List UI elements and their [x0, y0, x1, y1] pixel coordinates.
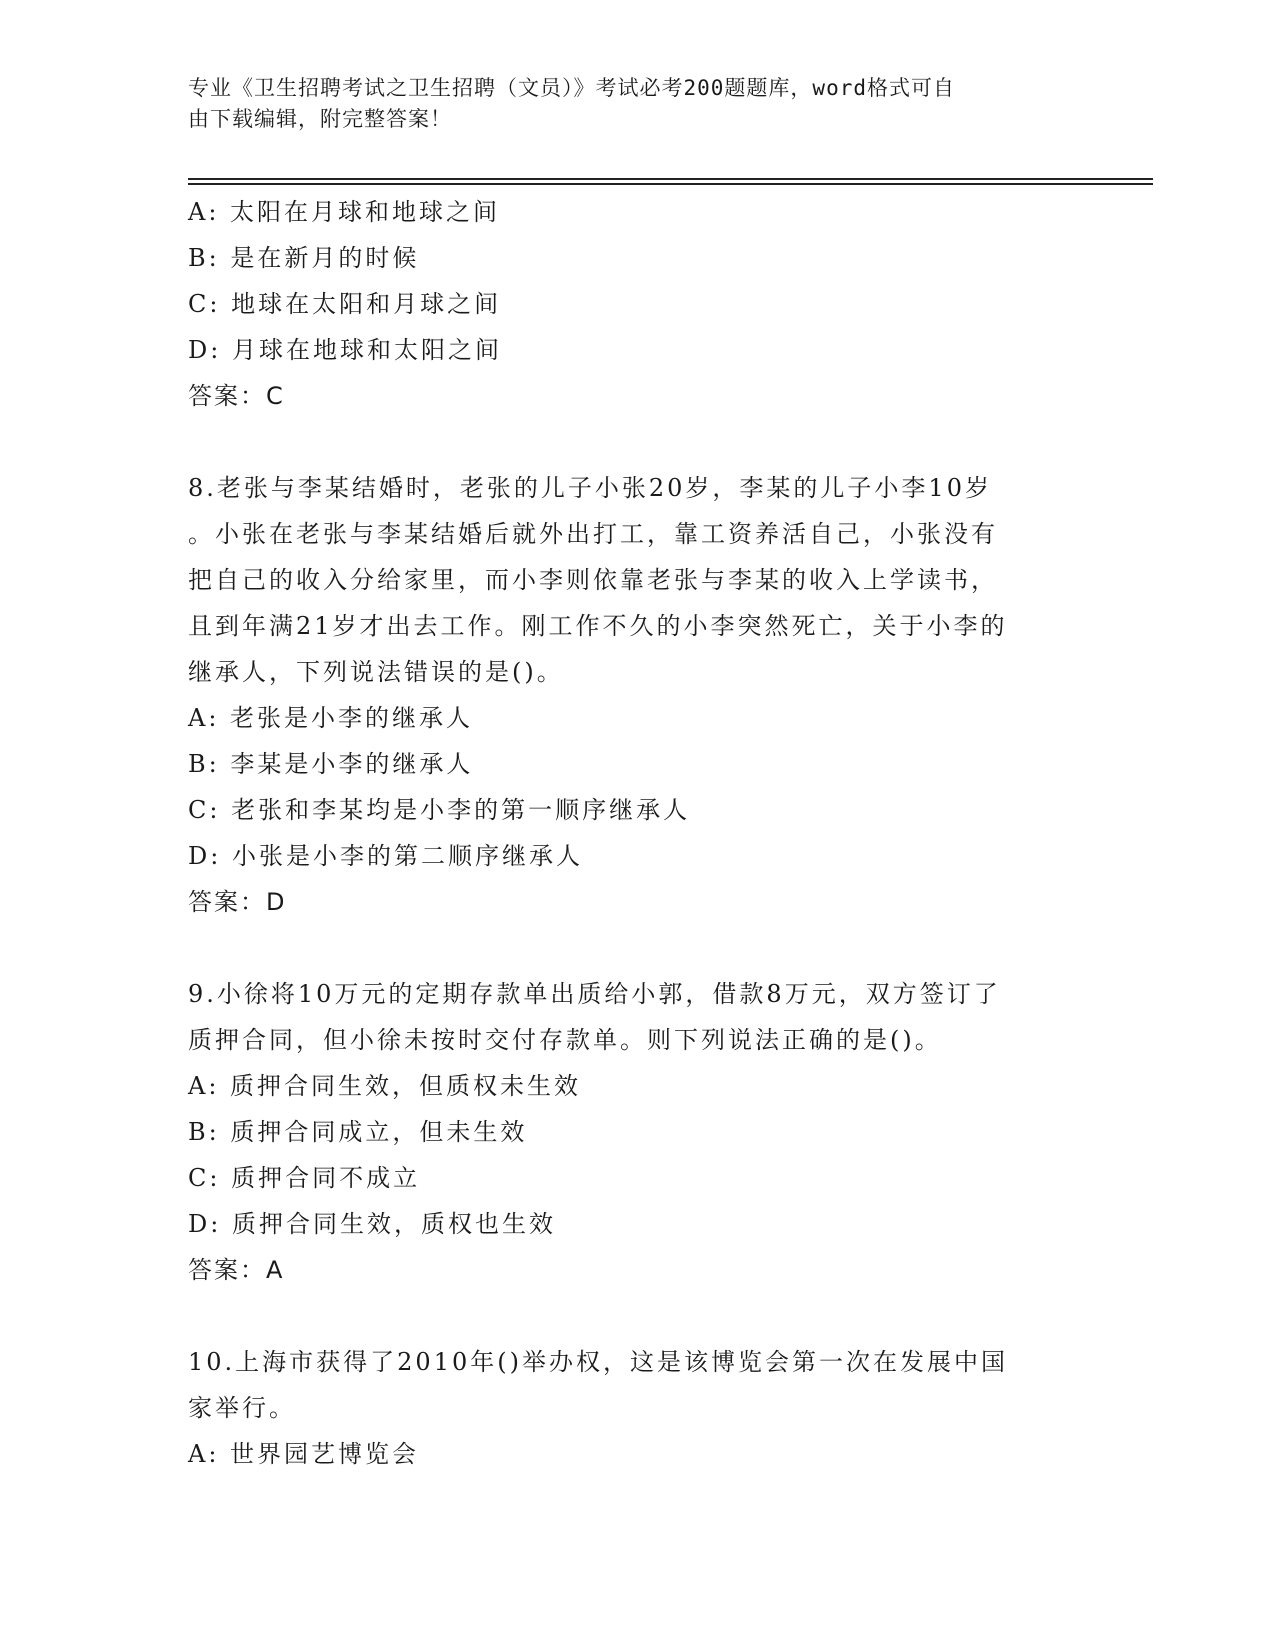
question-stem-line: 把自己的收入分给家里，而小李则依靠老张与李某的收入上学读书， — [188, 566, 998, 594]
question-7 — [188, 189, 1088, 419]
question-stem-line: 8.老张与李某结婚时，老张的儿子小张20岁，李某的儿子小李10岁 — [188, 474, 992, 502]
option-a: A: 世界园艺博览会 — [188, 1440, 420, 1468]
option-d: D: 小张是小李的第二顺序继承人 — [188, 842, 583, 870]
question-9 — [188, 971, 1088, 1293]
option-c: C: 质押合同不成立 — [188, 1164, 421, 1192]
answer-label: 答案：C — [188, 382, 285, 410]
option-b: B: 质押合同成立，但未生效 — [188, 1118, 528, 1146]
header-divider-top — [188, 178, 1153, 180]
header-line-1: 专业《卫生招聘考试之卫生招聘（文员）》考试必考200题题库，word格式可自 — [188, 76, 955, 100]
document-header — [188, 73, 1088, 135]
question-stem-line: 且到年满21岁才出去工作。刚工作不久的小李突然死亡，关于小李的 — [188, 612, 1008, 640]
option-b: B: 李某是小李的继承人 — [188, 750, 474, 778]
question-10 — [188, 1339, 1088, 1477]
question-stem-line: 继承人，下列说法错误的是()。 — [188, 658, 564, 686]
header-line-2: 由下载编辑，附完整答案！ — [188, 107, 452, 131]
option-b: B: 是在新月的时候 — [188, 244, 420, 272]
question-spacer — [188, 925, 1088, 971]
option-c: C: 老张和李某均是小李的第一顺序继承人 — [188, 796, 691, 824]
question-list — [188, 189, 1088, 1477]
question-stem-line: 家举行。 — [188, 1394, 296, 1422]
question-spacer — [188, 419, 1088, 465]
option-a: A: 质押合同生效，但质权未生效 — [188, 1072, 582, 1100]
option-a: A: 太阳在月球和地球之间 — [188, 198, 501, 226]
question-8 — [188, 465, 1088, 925]
header-divider-bottom — [188, 183, 1153, 185]
answer-label: 答案：A — [188, 1256, 285, 1284]
question-stem-line: 质押合同，但小徐未按时交付存款单。则下列说法正确的是()。 — [188, 1026, 942, 1054]
question-stem-line: 9.小徐将10万元的定期存款单出质给小郭，借款8万元，双方签订了 — [188, 980, 1001, 1008]
question-stem-line: 。小张在老张与李某结婚后就外出打工，靠工资养活自己，小张没有 — [188, 520, 998, 548]
option-c: C: 地球在太阳和月球之间 — [188, 290, 502, 318]
answer-label: 答案：D — [188, 888, 287, 916]
question-stem-line: 10.上海市获得了2010年()举办权，这是该博览会第一次在发展中国 — [188, 1348, 1008, 1376]
option-d: D: 月球在地球和太阳之间 — [188, 336, 502, 364]
option-a: A: 老张是小李的继承人 — [188, 704, 474, 732]
option-d: D: 质押合同生效，质权也生效 — [188, 1210, 556, 1238]
question-spacer — [188, 1293, 1088, 1339]
